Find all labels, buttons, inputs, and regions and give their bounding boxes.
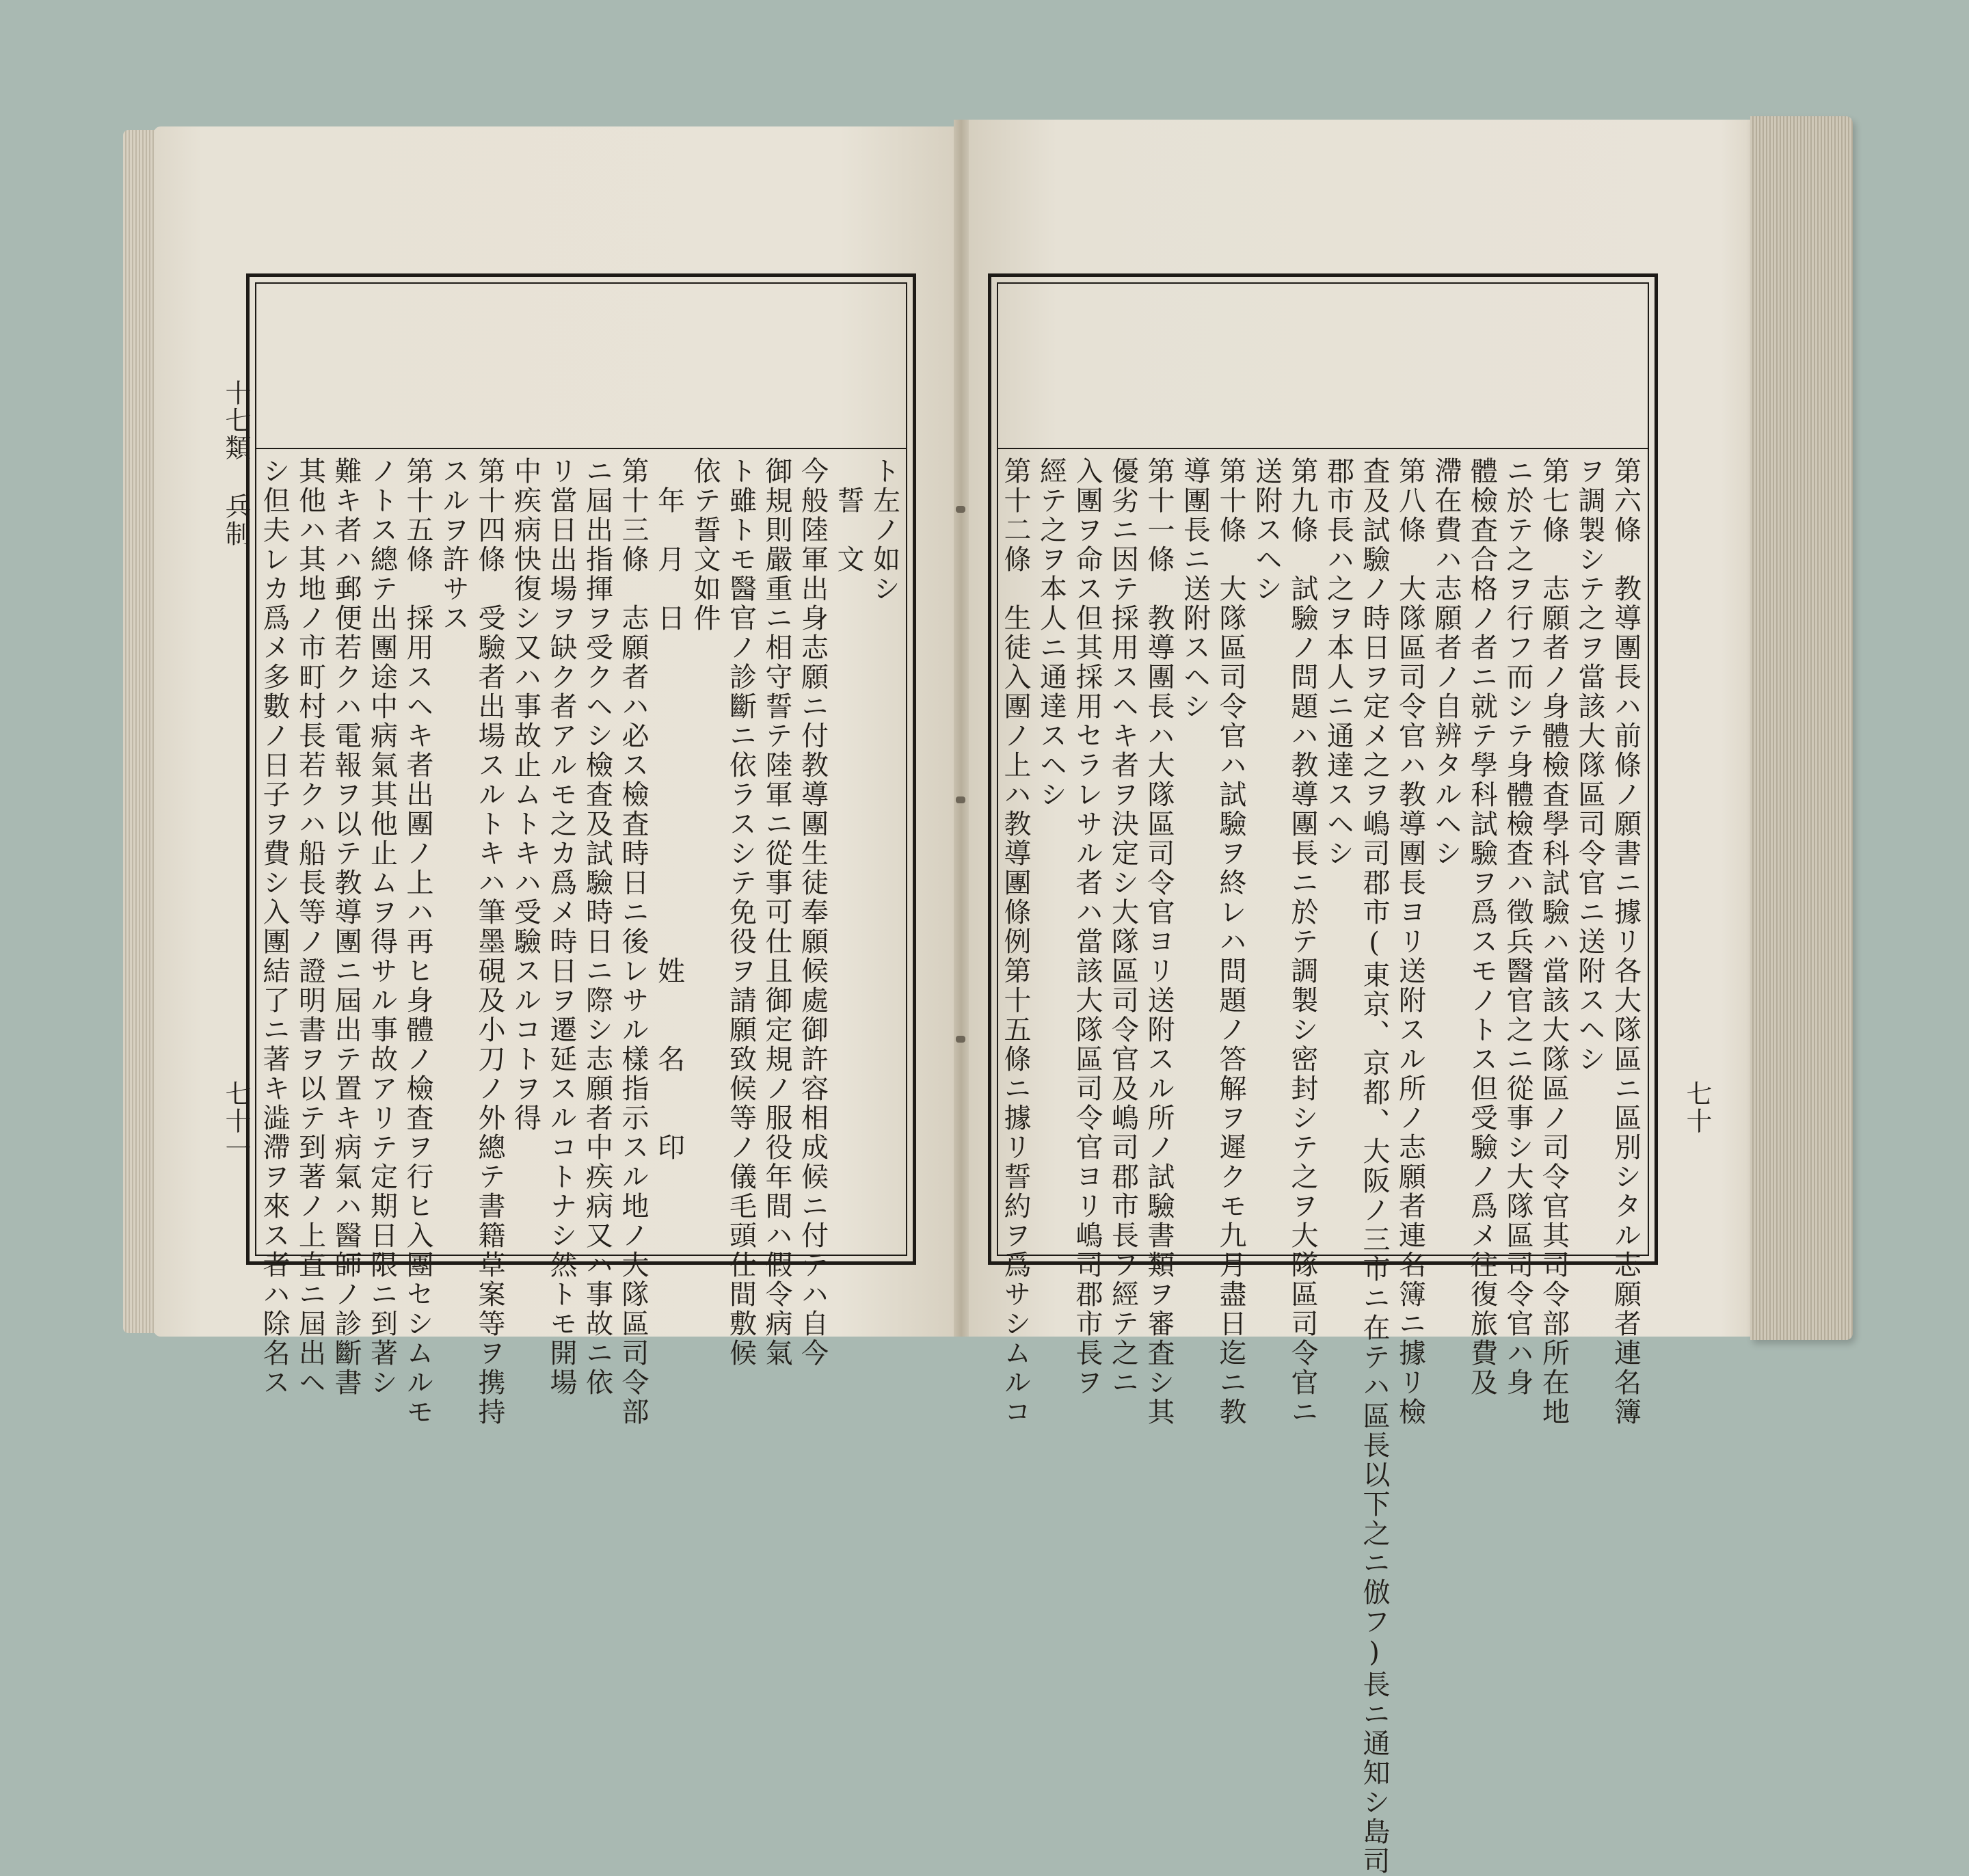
- text-column: 御規則嚴重ニ相守誓テ陸軍ニ從事可仕且御定規ノ服役年間ハ假令病氣: [761, 457, 792, 1368]
- text-column: 第九條 試驗ノ問題ハ教導團長ニ於テ調製シ密封シテ之ヲ大隊區司令官ニ: [1287, 457, 1318, 1427]
- book-gutter: [954, 120, 969, 1337]
- text-column: ト雖トモ醫官ノ診斷ニ依ラスシテ免役ヲ請願致候等ノ儀毛頭仕間敷候: [725, 457, 757, 1368]
- text-column: ニ屆出指揮ヲ受クヘシ檢査及試驗時日ニ際シ志願者中疾病又ハ事故ニ依: [581, 457, 613, 1397]
- text-column: 第十二條 生徒入團ノ上ハ教導團條例第十五條ニ據リ誓約ヲ爲サシムルコ: [1000, 457, 1031, 1427]
- binding-stitch: [956, 796, 965, 803]
- text-column: ノトス總テ出團途中病氣其他止ムヲ得サル事故アリテ定期日限ニ到著シ: [366, 457, 398, 1397]
- text-column: ニ於テ之ヲ行フ而シテ身體檢査ハ徵兵醫官之ニ從事シ大隊區司令官ハ身: [1502, 457, 1533, 1397]
- binding-stitch: [956, 506, 965, 513]
- text-column: ヲ調製シテ之ヲ當該大隊區司令官ニ送附スヘシ: [1574, 457, 1605, 1074]
- text-column: 第十一條 教導團長ハ大隊區司令官ヨリ送附スル所ノ試驗書類ヲ審査シ其: [1143, 457, 1175, 1427]
- text-column: 難キ者ハ郵便若クハ電報ヲ以テ教導團ニ屆出テ置キ病氣ハ醫師ノ診斷書: [330, 457, 362, 1397]
- text-column: 郡市長ハ之ヲ本人ニ通達スヘシ: [1322, 457, 1354, 868]
- text-column: 中疾病快復シ又ハ事故止ムトキハ受驗スルコトヲ得: [509, 457, 541, 1133]
- text-column: 年 月 日 姓 名 印: [653, 457, 685, 1162]
- text-column: 第八條 大隊區司令官ハ教導團長ヨリ送附スル所ノ志願者連名簿ニ據リ檢: [1394, 457, 1426, 1427]
- text-column: 經テ之ヲ本人ニ通達スヘシ: [1035, 457, 1067, 809]
- page-stack-right-edge: [1750, 116, 1853, 1340]
- text-column: 誓 文: [833, 457, 864, 574]
- text-column: ト左ノ如シ: [868, 457, 900, 604]
- text-column: 送附スヘシ: [1250, 457, 1283, 604]
- text-column: 導團長ニ送附スヘシ: [1179, 457, 1211, 721]
- text-column: 第十條 大隊區司令官ハ試驗ヲ終レハ問題ノ答解ヲ遲クモ九月盡日迄ニ教: [1215, 457, 1246, 1427]
- text-column: 査及試驗ノ時日ヲ定メ之ヲ嶋司郡市(東京、京都、大阪ノ三市ニ在テハ區長以下之ニ倣フ)長ニ通知シ島司: [1358, 457, 1390, 1876]
- page-number-left: 七十一: [221, 1080, 251, 1162]
- text-column: 滯在費ハ志願者ノ自辨タルヘシ: [1430, 457, 1462, 868]
- text-column: 第十四條 受驗者出場スルトキハ筆墨硯及小刀ノ外總テ書籍草案等ヲ携持: [474, 457, 505, 1427]
- text-column: 第十五條 採用スヘキ者出團ノ上ハ再ヒ身體ノ檢査ヲ行ヒ入團セシムルモ: [402, 457, 433, 1427]
- text-column: 今般陸軍出身志願ニ付教導團生徒奉願候處御許容相成候ニ付テハ自今: [796, 457, 829, 1368]
- text-column: 第十三條 志願者ハ必ス檢査時日ニ後レサル樣指示スル地ノ大隊區司令部: [617, 457, 649, 1427]
- text-column: スルヲ許サス: [438, 457, 470, 633]
- text-column: 入團ヲ命ス但其採用セラレサル者ハ當該大隊區司令官ヨリ嶋司郡市長ヲ: [1071, 457, 1103, 1397]
- running-head: 十七類 兵制: [221, 379, 251, 548]
- page-number-right: 七十: [1682, 1080, 1712, 1135]
- text-column: シ但夫レカ爲メ多數ノ日子ヲ費シ入團結了ニ著キ澁滯ヲ來ス者ハ除名ス: [258, 457, 290, 1397]
- text-column: 第六條 教導團長ハ前條ノ願書ニ據リ各大隊區ニ區別シタル志願者連名簿: [1609, 457, 1642, 1427]
- text-column: 優劣ニ因テ採用スヘキ者ヲ決定シ大隊區司令官及嶋司郡市長ヲ經テ之ニ: [1107, 457, 1139, 1397]
- text-column: 體檢査合格ノ者ニ就テ學科試驗ヲ爲スモノトス但受驗ノ爲メ往復旅費及: [1466, 457, 1498, 1397]
- binding-stitch: [956, 1036, 965, 1043]
- text-column: 依テ誓文如件: [689, 457, 721, 633]
- text-column: 其他ハ其地ノ市町村長若クハ船長等ノ證明書ヲ以テ到著ノ上直ニ屆出ヘ: [294, 457, 326, 1397]
- text-column: リ當日出場ヲ缺ク者アルモ之カ爲メ時日ヲ遷延スルコトナシ然トモ開場: [546, 457, 577, 1397]
- text-column: 第七條 志願者ノ身體檢査學科試驗ハ當該大隊區ノ司令官其司令部所在地: [1538, 457, 1570, 1427]
